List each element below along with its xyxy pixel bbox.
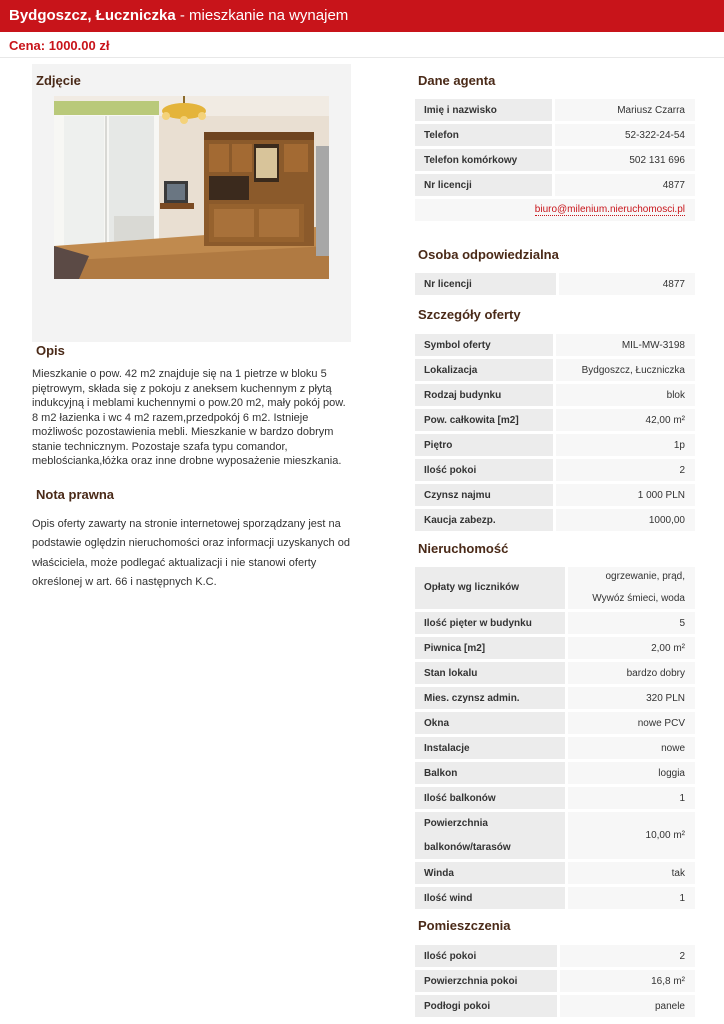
row-value: Mariusz Czarra [555, 99, 695, 121]
row-value: 16,8 m² [560, 970, 695, 992]
rooms-table [415, 945, 695, 1020]
row-value: MIL-MW-3198 [556, 334, 695, 356]
table-row [415, 149, 695, 171]
table-row [415, 567, 695, 609]
row-value: loggia [568, 762, 695, 784]
row-label: Nr licencji [415, 174, 552, 196]
row-label: Okna [415, 712, 565, 734]
row-label: Telefon komórkowy [415, 149, 552, 171]
row-label: Mies. czynsz admin. [415, 687, 565, 709]
row-label: Czynsz najmu [415, 484, 553, 506]
table-row [415, 712, 695, 734]
row-value: 1000,00 [556, 509, 695, 531]
table-row [415, 612, 695, 634]
responsible-section-title: Osoba odpowiedzialna [418, 247, 559, 262]
legal-note-title: Nota prawna [36, 487, 115, 502]
title-location: Bydgoszcz, Łuczniczka [9, 7, 176, 24]
table-row [415, 862, 695, 884]
row-value: 1 [568, 887, 695, 909]
table-row [415, 509, 695, 531]
row-label: Ilość pokoi [415, 945, 557, 967]
row-value: Bydgoszcz, Łuczniczka [556, 359, 695, 381]
table-row [415, 787, 695, 809]
page-title [9, 7, 348, 24]
row-label: Ilość pokoi [415, 459, 553, 481]
row-value: 42,00 m² [556, 409, 695, 431]
agent-section-title: Dane agenta [418, 73, 496, 88]
row-label: Opłaty wg liczników [415, 567, 565, 609]
row-value: nowe [568, 737, 695, 759]
responsible-table [415, 273, 695, 298]
table-row [415, 945, 695, 967]
price-label: Cena: 1000.00 zł [9, 38, 110, 53]
table-row [415, 970, 695, 992]
row-value: 2 [560, 945, 695, 967]
row-label: Telefon [415, 124, 552, 146]
row-label: Ilość balkonów [415, 787, 565, 809]
table-row [415, 637, 695, 659]
row-value: 1 [568, 787, 695, 809]
row-value: 502 131 696 [555, 149, 695, 171]
row-value: 4877 [559, 273, 695, 295]
property-section-title: Nieruchomość [418, 541, 509, 556]
row-label: Ilość wind [415, 887, 565, 909]
row-value: panele [560, 995, 695, 1017]
table-row [415, 484, 695, 506]
row-label: Instalacje [415, 737, 565, 759]
row-value: tak [568, 862, 695, 884]
table-row [415, 434, 695, 456]
rooms-section-title: Pomieszczenia [418, 918, 511, 933]
property-photo[interactable] [54, 96, 329, 279]
row-value: nowe PCV [568, 712, 695, 734]
table-row [415, 334, 695, 356]
photo-section-title: Zdjęcie [36, 73, 81, 88]
table-row [415, 359, 695, 381]
legal-note-text: Opis oferty zawarty na stronie internetowej sporządzany jest na podstawie oględzin nieruchomości oraz informacji uzyskanych od właściciela, może podlegać aktualizacji i nie stanowi oferty określonej w art. 66 i następnych K.C. [32, 518, 350, 588]
offer-details-table [415, 334, 695, 534]
agent-email-row [415, 199, 695, 221]
table-row [415, 409, 695, 431]
row-label: Lokalizacja [415, 359, 553, 381]
row-label: Stan lokalu [415, 662, 565, 684]
offer-details-title: Szczegóły oferty [418, 307, 521, 322]
row-value: 2 [556, 459, 695, 481]
row-value: 52-322-24-54 [555, 124, 695, 146]
row-value: 2,00 m² [568, 637, 695, 659]
row-value: 5 [568, 612, 695, 634]
row-label: Rodzaj budynku [415, 384, 553, 406]
description-text: Mieszkanie o pow. 42 m2 znajduje się na 1 pietrze w bloku 5 piętrowym, składa się z pokoju z aneksem kuchennym z płytą indukcyjną i meblami kuchennymi o pow.20 m2, mały pokój pow. 8 m2 łazienka i wc 4 m2 razem,przedpokój 6 m2. Istnieje możliwośc pozostawienia mebli. Mieszkanie w bardzo dobrym stanie technicznym. Pozostaje szafa typu comandor, meblościanka,łóżka oraz inne drobne wyposażenie mieszkania. [32, 368, 346, 467]
table-row [415, 662, 695, 684]
row-label: Imię i nazwisko [415, 99, 552, 121]
row-value: ogrzewanie, prąd, Wywóz śmieci, woda [568, 567, 695, 609]
row-label: Pow. całkowita [m2] [415, 409, 553, 431]
table-row [415, 124, 695, 146]
table-row [415, 384, 695, 406]
table-row [415, 99, 695, 121]
table-row [415, 812, 695, 859]
row-value: 320 PLN [568, 687, 695, 709]
table-row [415, 273, 695, 295]
table-row [415, 887, 695, 909]
agent-email-link[interactable]: biuro@milenium.nieruchomosci.pl [534, 204, 685, 215]
row-label: Powierzchnia pokoi [415, 970, 557, 992]
agent-table [415, 99, 695, 221]
row-label: Nr licencji [415, 273, 556, 295]
description-title: Opis [36, 343, 65, 358]
row-value: 1 000 PLN [556, 484, 695, 506]
row-label: Balkon [415, 762, 565, 784]
table-row [415, 459, 695, 481]
row-value: bardzo dobry [568, 662, 695, 684]
row-label: Symbol oferty [415, 334, 553, 356]
table-row [415, 737, 695, 759]
row-label: Podłogi pokoi [415, 995, 557, 1017]
row-label: Kaucja zabezp. [415, 509, 553, 531]
table-row [415, 174, 695, 196]
title-suffix: - mieszkanie na wynajem [175, 7, 349, 24]
row-label: Powierzchnia balkonów/tarasów [415, 812, 565, 859]
row-label: Piwnica [m2] [415, 637, 565, 659]
table-row [415, 687, 695, 709]
divider [0, 57, 724, 58]
row-label: Ilość pięter w budynku [415, 612, 565, 634]
row-label: Piętro [415, 434, 553, 456]
row-value: 1p [556, 434, 695, 456]
row-value: 4877 [555, 174, 695, 196]
table-row [415, 762, 695, 784]
table-row [415, 995, 695, 1017]
property-table [415, 567, 695, 912]
row-value: 10,00 m² [568, 812, 695, 859]
row-label: Winda [415, 862, 565, 884]
row-value: blok [556, 384, 695, 406]
page-header [0, 0, 724, 32]
